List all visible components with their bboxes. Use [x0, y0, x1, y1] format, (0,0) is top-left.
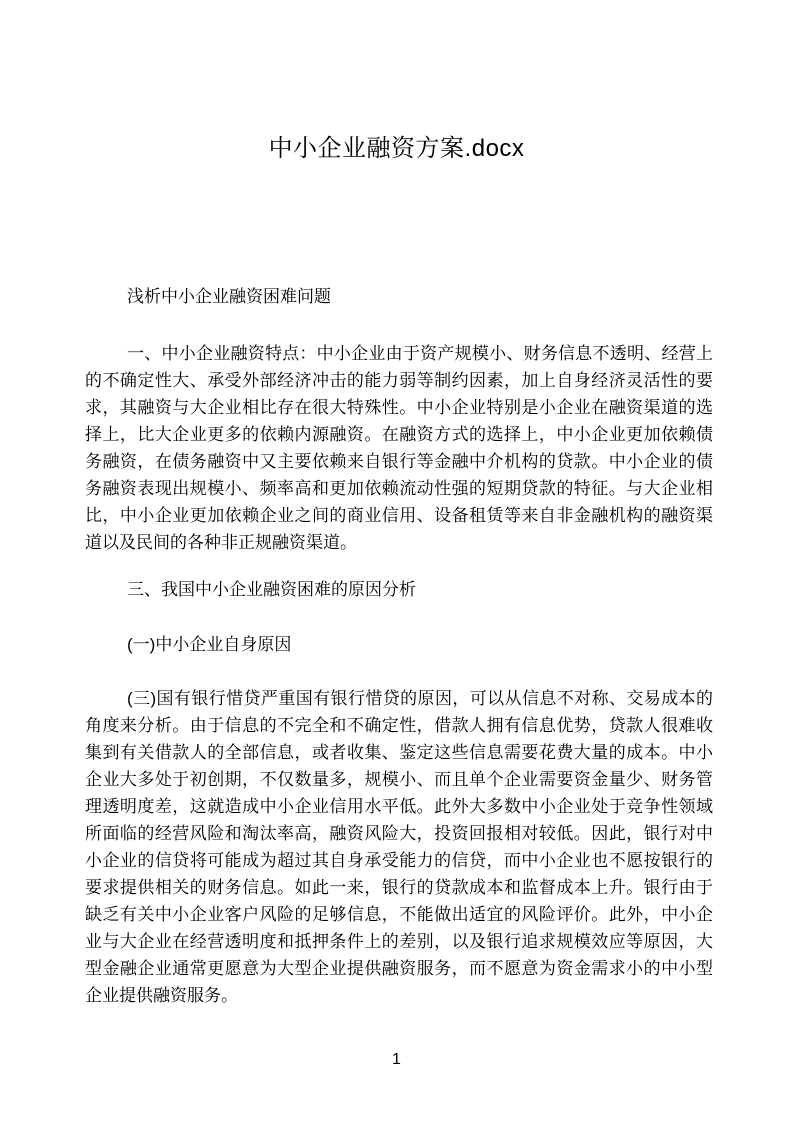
section-heading-self-reasons: (一)中小企业自身原因 — [127, 635, 292, 654]
page-number: 1 — [392, 1051, 401, 1068]
document-title: 中小企业融资方案.docx — [268, 135, 525, 162]
paragraph-financing-features: 一、中小企业融资特点：中小企业由于资产规模小、财务信息不透明、经营上的不确定性大、承受外部经济冲击的能力弱等制约因素，加上自身经济灵活性的要求，其融资与大企业相比存在很大特殊性。中小企业特别是小企业在融资渠道的选择上，比大企业更多的依赖内源融资。在融资方式的选择上，中小企业更加依赖债务融资，在债务融资中又主要依赖来自银行等金融中介机构的贷款。中小企业的债务融资表现出规模小、频率高和更加依赖流动性强的短期贷款的特征。与大企业相比，中小企业更加依赖企业之间的商业信用、设备租赁等来自非金融机构的融资渠道以及民间的各种非正规融资渠道。 — [85, 344, 713, 552]
section-heading-main: 浅析中小企业融资困难问题 — [127, 287, 331, 306]
paragraph-bank-credit-reluctance: (三)国有银行惜贷严重国有银行惜贷的原因，可以从信息不对称、交易成本的角度来分析。由于信息的不完全和不确定性，借款人拥有信息优势，贷款人很难收集到有关借款人的全部信息，或者收集、鉴定这些信息需要花费大量的成本。中小企业大多处于初创期，不仅数量多，规模小、而且单个企业需要资金量少、财务管理透明度差，这就造成中小企业信用水平低。此外大多数中小企业处于竞争性领域所面临的经营风险和淘汰率高，融资风险大，投资回报相对较低。因此，银行对中小企业的信贷将可能成为超过其自身承受能力的信贷，而中小企业也不愿按银行的要求提供相关的财务信息。如此一来，银行的贷款成本和监督成本上升。银行由于缺乏有关中小企业客户风险的足够信息，不能做出适宜的风险评价。此外，中小企业与大企业在经营透明度和抵押条件上的差别，以及银行追求规模效应等原因，大型金融企业通常更愿意为大型企业提供融资服务，而不愿意为资金需求小的中小型企业提供融资服务。 — [85, 689, 713, 1005]
section-heading-reason-analysis: 三、我国中小企业融资困难的原因分析 — [127, 580, 416, 599]
